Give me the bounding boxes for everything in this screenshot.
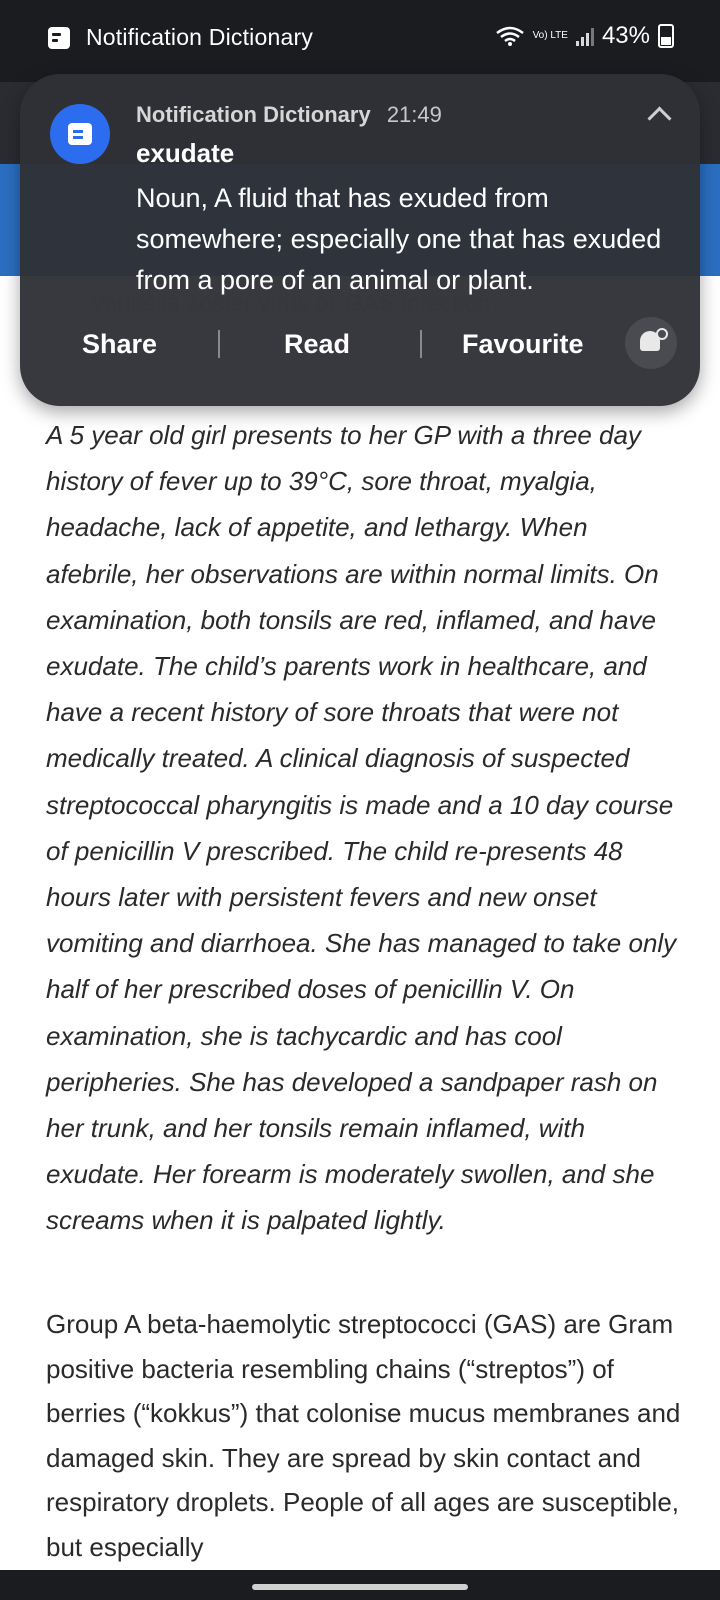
dictionary-app-icon <box>50 104 110 164</box>
signal-icon <box>576 26 594 46</box>
favourite-button[interactable]: Favourite <box>462 328 584 359</box>
snooze-bell-icon[interactable] <box>625 317 677 369</box>
notification-actions <box>20 310 700 378</box>
battery-percent: 43% <box>601 22 650 49</box>
notification-app-name: Notification Dictionary <box>136 102 371 127</box>
read-button[interactable]: Read <box>284 328 351 359</box>
battery-icon <box>658 24 674 48</box>
status-app-name: Notification Dictionary <box>86 24 314 50</box>
notification-header <box>136 102 442 128</box>
status-bar <box>0 0 720 82</box>
divider <box>420 330 422 358</box>
status-right <box>495 22 674 50</box>
dictionary-app-icon <box>48 27 70 49</box>
divider <box>218 330 220 358</box>
volte-icon: Vo) LTE <box>532 30 568 41</box>
notification-word: exudate <box>136 138 235 168</box>
share-button[interactable]: Share <box>82 328 158 359</box>
notification-time: 21:49 <box>386 102 442 127</box>
dictionary-notification[interactable] <box>20 74 700 406</box>
notification-definition: Noun, A fluid that has exuded from somewhere; especially one that has exuded from a pore of an animal or plant. <box>136 183 662 295</box>
home-gesture-handle[interactable] <box>252 1584 468 1590</box>
wifi-icon <box>495 25 525 47</box>
article-paragraph: Group A beta-haemolytic streptococci (GAS) are Gram positive bacteria resembling chains (“streptos”) of berries (“kokkus”) that colonise mucus membranes and damaged skin. They are spread by skin contact and respiratory droplets. People of all ages are susceptible, but especially <box>46 1309 681 1562</box>
collapse-chevron-icon[interactable] <box>647 106 671 130</box>
status-left <box>48 24 313 51</box>
case-study-text: A 5 year old girl presents to her GP with a three day history of fever up to 39°C, sore throat, myalgia, headache, lack of appetite, and lethargy. When afebrile, her observations are within normal limits. On examination, both tonsils are red, inflamed, and have exudate. The child’s parents work in healthcare, and have a recent history of sore throats that were not medically treated. A clinical diagnosis of suspected streptococcal pharyngitis is made and a 10 day course of penicillin V prescribed. The child re-presents 48 hours later with persistent fevers and new onset vomiting and diarrhoea. She has managed to take only half of her prescribed doses of penicillin V. On examination, she is tachycardic and has cool peripheries. She has developed a sandpaper rash on her trunk, and her tonsils remain inflamed, with exudate. Her forearm is moderately swollen, and she screams when it is palpated lightly. <box>46 420 677 1236</box>
